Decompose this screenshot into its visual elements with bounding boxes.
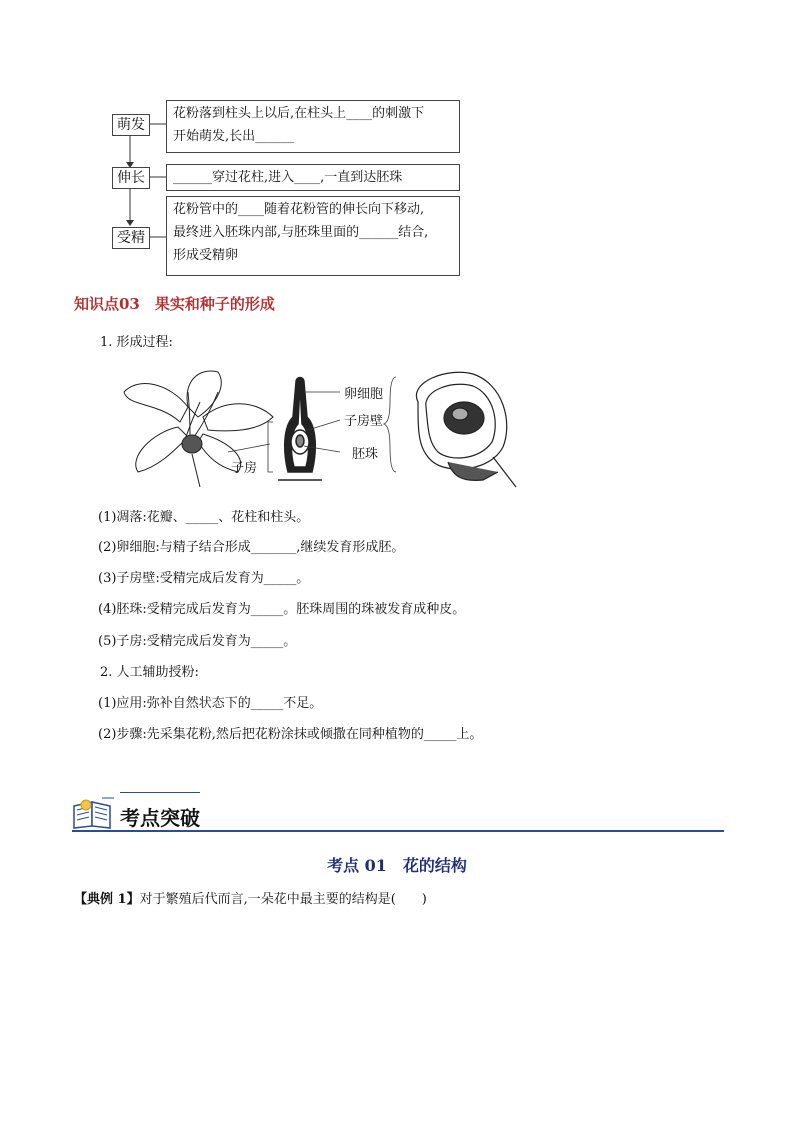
section-divider <box>72 830 724 832</box>
example-question <box>74 890 427 910</box>
label-egg-cell: 卵细胞 <box>344 387 384 402</box>
fruit-formation-illustration <box>118 362 523 492</box>
knowledge-point-title: 知识点03 果实和种子的形成 <box>74 295 275 313</box>
list-item: (2)卵细胞:与精子结合形成_______,继续发育形成胚。 <box>98 540 405 555</box>
label-ovary-wall: 子房壁 <box>344 414 384 429</box>
fruit-drawing <box>416 372 516 487</box>
flow-text: 最终进入胚珠内部,与胚珠里面的______结合, <box>173 225 429 240</box>
flow-box-fertilize <box>166 196 460 276</box>
label-ovule: 胚珠 <box>352 447 379 462</box>
flow-text: 花粉落到柱头上以后,在柱头上____的刺激下 <box>173 106 425 121</box>
fruit-formation-diagram <box>118 362 523 492</box>
flow-label-elongate: 伸长 <box>112 167 150 189</box>
flow-diagram <box>108 100 460 280</box>
flow-label-germinate: 萌发 <box>112 114 150 136</box>
list-item: (1)应用:弥补自然状态下的_____不足。 <box>98 696 323 711</box>
flow-box-elongate <box>166 164 460 191</box>
flow-text: 花粉管中的____随着花粉管的伸长向下移动, <box>173 202 425 217</box>
section-top-rule <box>120 792 200 793</box>
section-title: 考点突破 <box>120 806 200 830</box>
flow-text: ______穿过花柱,进入____,一直到达胚珠 <box>173 170 403 185</box>
list-item: (2)步骤:先采集花粉,然后把花粉涂抹或倾撒在同种植物的_____上。 <box>98 727 483 742</box>
list-item: (3)子房壁:受精完成后发育为_____。 <box>98 571 310 586</box>
section-header <box>72 790 724 834</box>
list-item: (5)子房:受精完成后发育为_____。 <box>98 634 297 649</box>
label-ovary: 子房 <box>231 461 258 476</box>
list-item: (4)胚珠:受精完成后发育为_____。胚珠周围的珠被发育成种皮。 <box>98 602 466 617</box>
book-icon <box>72 796 114 830</box>
formation-process-heading: 1. 形成过程: <box>100 335 173 350</box>
flow-text: 形成受精卵 <box>173 248 239 263</box>
flow-box-germinate <box>166 100 460 153</box>
pistil-drawing <box>278 378 322 481</box>
example-text: 对于繁殖后代而言,一朵花中最主要的结构是( ) <box>139 892 427 907</box>
topic-title: 考点 01 花的结构 <box>327 856 467 875</box>
pollination-heading: 2. 人工辅助授粉: <box>100 665 199 680</box>
flow-label-fertilize: 受精 <box>112 227 150 249</box>
flow-text: 开始萌发,长出______ <box>173 129 295 144</box>
example-label: 【典例 1】 <box>74 892 140 907</box>
list-item: (1)凋落:花瓣、_____、花柱和柱头。 <box>98 510 310 525</box>
